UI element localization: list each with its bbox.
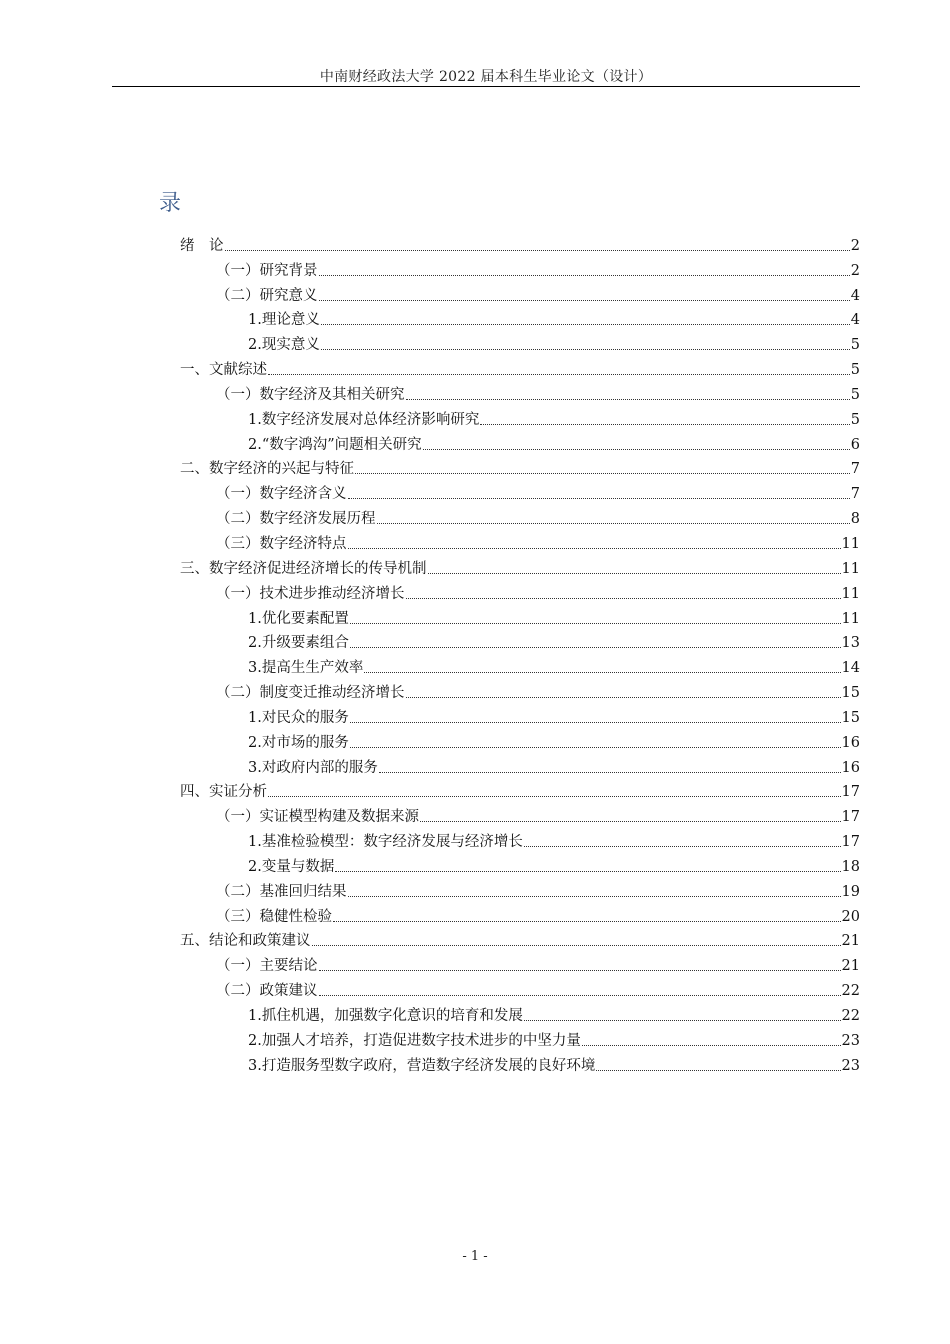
- toc-entry-label: 2.现实意义: [248, 337, 320, 354]
- toc-entry-label: （一）数字经济及其相关研究: [216, 386, 405, 403]
- toc-leader-dots: [428, 573, 841, 574]
- toc-leader-dots: [333, 921, 841, 922]
- toc-entry-label: （二）制度变迁推动经济增长: [216, 685, 405, 702]
- toc-entry[interactable]: [180, 280, 860, 305]
- toc-leader-dots: [319, 995, 841, 996]
- toc-entry-page: 4: [850, 312, 860, 329]
- toc-leader-dots: [524, 846, 841, 847]
- toc-entry-page: 8: [850, 511, 860, 528]
- toc-entry-page: 11: [841, 535, 860, 552]
- toc-leader-dots: [350, 747, 841, 748]
- toc-entry-label: 二、数字经济的兴起与特征: [180, 461, 354, 478]
- toc-entry[interactable]: [180, 230, 860, 255]
- toc-leader-dots: [319, 970, 841, 971]
- toc-entry-page: 7: [850, 486, 860, 503]
- toc-entry-label: 三、数字经济促进经济增长的传导机制: [180, 560, 427, 577]
- toc-leader-dots: [321, 324, 850, 325]
- toc-leader-dots: [348, 548, 841, 549]
- toc-entry[interactable]: [180, 305, 860, 330]
- toc-entry-label: 绪 论: [180, 237, 224, 254]
- toc-entry-label: （一）主要结论: [216, 958, 318, 975]
- toc-leader-dots: [312, 945, 841, 946]
- toc-entry-page: 5: [850, 337, 860, 354]
- toc-entry[interactable]: [180, 727, 860, 752]
- toc-entry-label: 2.“数字鸿沟”问题相关研究: [248, 436, 422, 453]
- toc-entry[interactable]: [180, 777, 860, 802]
- toc-entry[interactable]: [180, 652, 860, 677]
- toc-entry-page: 11: [841, 560, 860, 577]
- toc-leader-dots: [406, 399, 850, 400]
- toc-entry-page: 5: [850, 386, 860, 403]
- toc-entry[interactable]: [180, 603, 860, 628]
- toc-entry[interactable]: [180, 329, 860, 354]
- toc-entry-page: 2: [850, 237, 860, 254]
- toc-leader-dots: [348, 896, 841, 897]
- toc-entry-label: （三）数字经济特点: [216, 535, 347, 552]
- toc-leader-dots: [364, 672, 840, 673]
- toc-entry[interactable]: [180, 429, 860, 454]
- toc-entry[interactable]: [180, 1050, 860, 1075]
- toc-entry-page: 21: [841, 933, 860, 950]
- toc-entry-page: 4: [850, 287, 860, 304]
- toc-leader-dots: [225, 250, 850, 251]
- toc-entry-label: 1.抓住机遇，加强数字化意识的培育和发展: [248, 1008, 523, 1024]
- toc-leader-dots: [377, 523, 850, 524]
- page-header: 中南财经政法大学 2022 届本科生毕业论文（设计）: [319, 69, 653, 85]
- toc-entry-label: 3.打造服务型数字政府，营造数字经济发展的良好环境: [248, 1057, 596, 1074]
- toc-leader-dots: [406, 598, 841, 599]
- toc-entry-page: 20: [841, 908, 860, 925]
- toc-entry-page: 17: [841, 784, 860, 801]
- toc-entry[interactable]: [180, 677, 860, 702]
- toc-entry-label: 1.理论意义: [248, 312, 320, 329]
- toc-entry[interactable]: [180, 950, 860, 975]
- toc-entry-page: 16: [841, 734, 860, 751]
- toc-entry[interactable]: [180, 876, 860, 901]
- toc-entry-label: 五、结论和政策建议: [180, 933, 311, 950]
- toc-entry-label: 3.对政府内部的服务: [248, 759, 378, 776]
- toc-entry-page: 22: [841, 1008, 860, 1024]
- toc-leader-dots: [480, 424, 849, 425]
- toc-entry-label: 2.加强人才培养，打造促进数字技术进步的中坚力量: [248, 1032, 581, 1049]
- toc-leader-dots: [596, 1070, 840, 1071]
- toc-entry-page: 2: [850, 262, 860, 279]
- toc-entry-page: 7: [850, 461, 860, 478]
- toc-leader-dots: [319, 275, 850, 276]
- toc-entry-page: 5: [850, 362, 860, 379]
- table-of-contents: [180, 230, 860, 1075]
- toc-entry-label: （二）基准回归结果: [216, 883, 347, 900]
- toc-leader-dots: [321, 349, 850, 350]
- toc-entry[interactable]: [180, 826, 860, 851]
- toc-entry-label: （一）实证模型构建及数据来源: [216, 809, 419, 826]
- toc-entry-page: 17: [841, 834, 860, 851]
- toc-entry-label: （三）稳健性检验: [216, 908, 332, 925]
- toc-leader-dots: [350, 623, 841, 624]
- toc-entry[interactable]: [180, 1025, 860, 1050]
- toc-entry[interactable]: [180, 926, 860, 951]
- toc-entry-label: 一、文献综述: [180, 362, 267, 379]
- toc-leader-dots: [524, 1020, 841, 1021]
- toc-leader-dots: [335, 871, 840, 872]
- toc-entry-label: （二）政策建议: [216, 983, 318, 1000]
- toc-entry-page: 23: [841, 1032, 860, 1049]
- toc-entry[interactable]: [180, 404, 860, 429]
- toc-entry[interactable]: [180, 578, 860, 603]
- toc-leader-dots: [348, 498, 850, 499]
- toc-entry-page: 14: [841, 660, 860, 677]
- toc-entry-label: （二）数字经济发展历程: [216, 511, 376, 528]
- toc-entry-label: 1.基准检验模型：数字经济发展与经济增长: [248, 834, 523, 851]
- toc-title: 录: [159, 191, 182, 216]
- toc-entry-label: 四、实证分析: [180, 784, 267, 801]
- toc-entry[interactable]: [180, 752, 860, 777]
- toc-entry-page: 18: [841, 858, 860, 875]
- toc-leader-dots: [268, 796, 841, 797]
- toc-entry-label: 2.对市场的服务: [248, 734, 349, 751]
- toc-entry-page: 13: [841, 635, 860, 652]
- toc-entry[interactable]: [180, 503, 860, 528]
- toc-entry-page: 17: [841, 809, 860, 826]
- toc-entry-page: 19: [841, 883, 860, 900]
- toc-entry-label: 1.数字经济发展对总体经济影响研究: [248, 411, 480, 428]
- toc-entry-label: 2.变量与数据: [248, 858, 335, 875]
- toc-leader-dots: [379, 772, 841, 773]
- toc-entry[interactable]: [180, 628, 860, 653]
- toc-entry[interactable]: [180, 801, 860, 826]
- toc-entry-label: 3.提高生生产效率: [248, 660, 364, 677]
- toc-entry-page: 21: [841, 958, 860, 975]
- toc-entry[interactable]: [180, 528, 860, 553]
- toc-entry-page: 11: [841, 585, 860, 602]
- toc-entry-page: 11: [841, 610, 860, 627]
- toc-entry-page: 22: [841, 983, 860, 1000]
- toc-entry[interactable]: [180, 478, 860, 503]
- page-number: - 1 -: [462, 1249, 488, 1264]
- header-divider: [112, 86, 860, 87]
- toc-entry[interactable]: [180, 851, 860, 876]
- toc-leader-dots: [350, 722, 841, 723]
- toc-leader-dots: [423, 449, 850, 450]
- toc-entry-label: （一）技术进步推动经济增长: [216, 585, 405, 602]
- toc-entry[interactable]: [180, 1000, 860, 1025]
- toc-entry-page: 16: [841, 759, 860, 776]
- toc-entry-label: （一）研究背景: [216, 262, 318, 279]
- toc-entry[interactable]: [180, 975, 860, 1000]
- toc-entry-page: 15: [841, 685, 860, 702]
- toc-leader-dots: [420, 821, 841, 822]
- toc-entry-page: 23: [841, 1057, 860, 1074]
- toc-entry[interactable]: [180, 901, 860, 926]
- toc-leader-dots: [268, 374, 850, 375]
- toc-entry-page: 5: [850, 411, 860, 428]
- toc-leader-dots: [350, 647, 841, 648]
- toc-entry[interactable]: [180, 553, 860, 578]
- toc-entry-label: 1.对民众的服务: [248, 709, 349, 726]
- toc-entry[interactable]: [180, 354, 860, 379]
- toc-leader-dots: [319, 300, 850, 301]
- toc-entry[interactable]: [180, 255, 860, 280]
- toc-entry[interactable]: [180, 454, 860, 479]
- toc-leader-dots: [582, 1045, 841, 1046]
- toc-entry[interactable]: [180, 702, 860, 727]
- toc-entry-label: （一）数字经济含义: [216, 486, 347, 503]
- toc-entry[interactable]: [180, 379, 860, 404]
- toc-entry-page: 15: [841, 709, 860, 726]
- toc-entry-label: （二）研究意义: [216, 287, 318, 304]
- toc-leader-dots: [355, 473, 850, 474]
- toc-entry-label: 1.优化要素配置: [248, 610, 349, 627]
- toc-leader-dots: [406, 697, 841, 698]
- toc-entry-page: 6: [850, 436, 860, 453]
- toc-entry-label: 2.升级要素组合: [248, 635, 349, 652]
